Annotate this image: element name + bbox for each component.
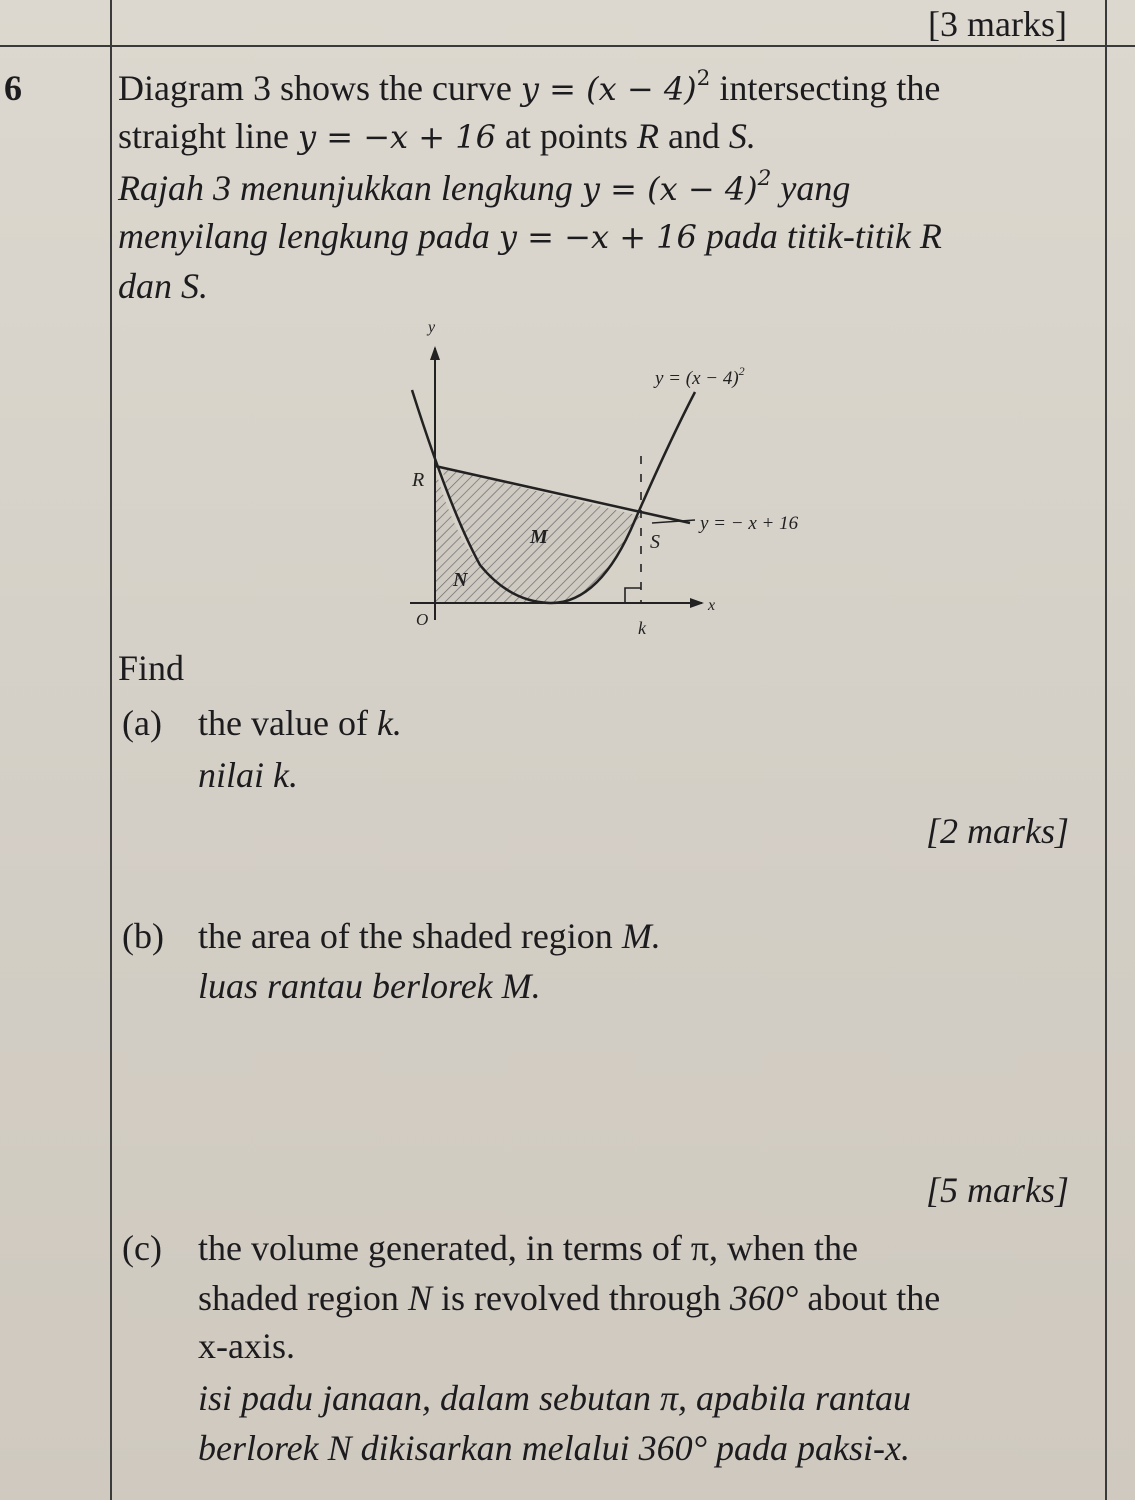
curve-label: $y = (x - 4)^2$ xyxy=(655,364,745,389)
line-label: y = − x + 16 xyxy=(700,513,799,534)
row-divider xyxy=(0,45,1135,47)
part-c-label: (c) xyxy=(122,1228,162,1268)
origin-label: O xyxy=(416,610,429,629)
part-c-en-line-1: the volume generated, in terms of π, when the xyxy=(198,1228,858,1268)
region-n-label: N xyxy=(453,569,468,591)
part-c-ms-line-1: isi padu janaan, dalam sebutan π, apabila rantau xyxy=(198,1378,912,1418)
part-c-ms-line-2: berlorek N dikisarkan melalui 360° pada paksi-x. xyxy=(198,1428,910,1468)
y-axis-label: y xyxy=(428,319,436,336)
stem-ms-line-2: menyilang lengkung pada y = −x + 16 pada titik-titik R xyxy=(118,216,942,256)
region-m-label: M xyxy=(530,526,548,548)
y-axis-arrow xyxy=(430,346,440,360)
part-a-en: the value of k. xyxy=(198,703,402,743)
part-c-en-line-2: shaded region N is revolved through 360° about the xyxy=(198,1278,941,1318)
x-axis-label: x xyxy=(708,597,716,614)
right-angle-marker xyxy=(625,588,641,603)
previous-marks: [3 marks] xyxy=(928,4,1067,44)
left-border xyxy=(110,0,112,1500)
part-a-ms: nilai k. xyxy=(198,755,298,795)
part-b-ms: luas rantau berlorek M. xyxy=(198,966,541,1006)
question-number: 6 xyxy=(4,68,22,108)
diagram-3 xyxy=(390,310,890,650)
stem-ms-line-3: dan S. xyxy=(118,266,208,306)
point-s-label: S xyxy=(650,531,660,553)
part-a-label: (a) xyxy=(122,703,162,743)
part-b-marks: [5 marks] xyxy=(926,1170,1070,1210)
part-b-label: (b) xyxy=(122,916,164,956)
point-r-label: R xyxy=(412,469,425,491)
stem-ms-line-1: Rajah 3 menunjukkan lengkung $y = (x - 4)^2$ yang xyxy=(118,165,851,208)
part-b-en: the area of the shaded region M. xyxy=(198,916,661,956)
x-axis-arrow xyxy=(690,598,704,608)
part-c-en-line-3: x-axis. xyxy=(198,1326,295,1366)
stem-en-line-1: Diagram 3 shows the curve $y = (x - 4)^2$ intersecting the xyxy=(118,65,941,108)
stem-en-line-2: straight line y = −x + 16 at points R and S. xyxy=(118,116,756,156)
find-label: Find xyxy=(118,648,185,688)
part-a-marks: [2 marks] xyxy=(926,811,1070,851)
right-border xyxy=(1105,0,1107,1500)
k-label: k xyxy=(638,618,646,638)
